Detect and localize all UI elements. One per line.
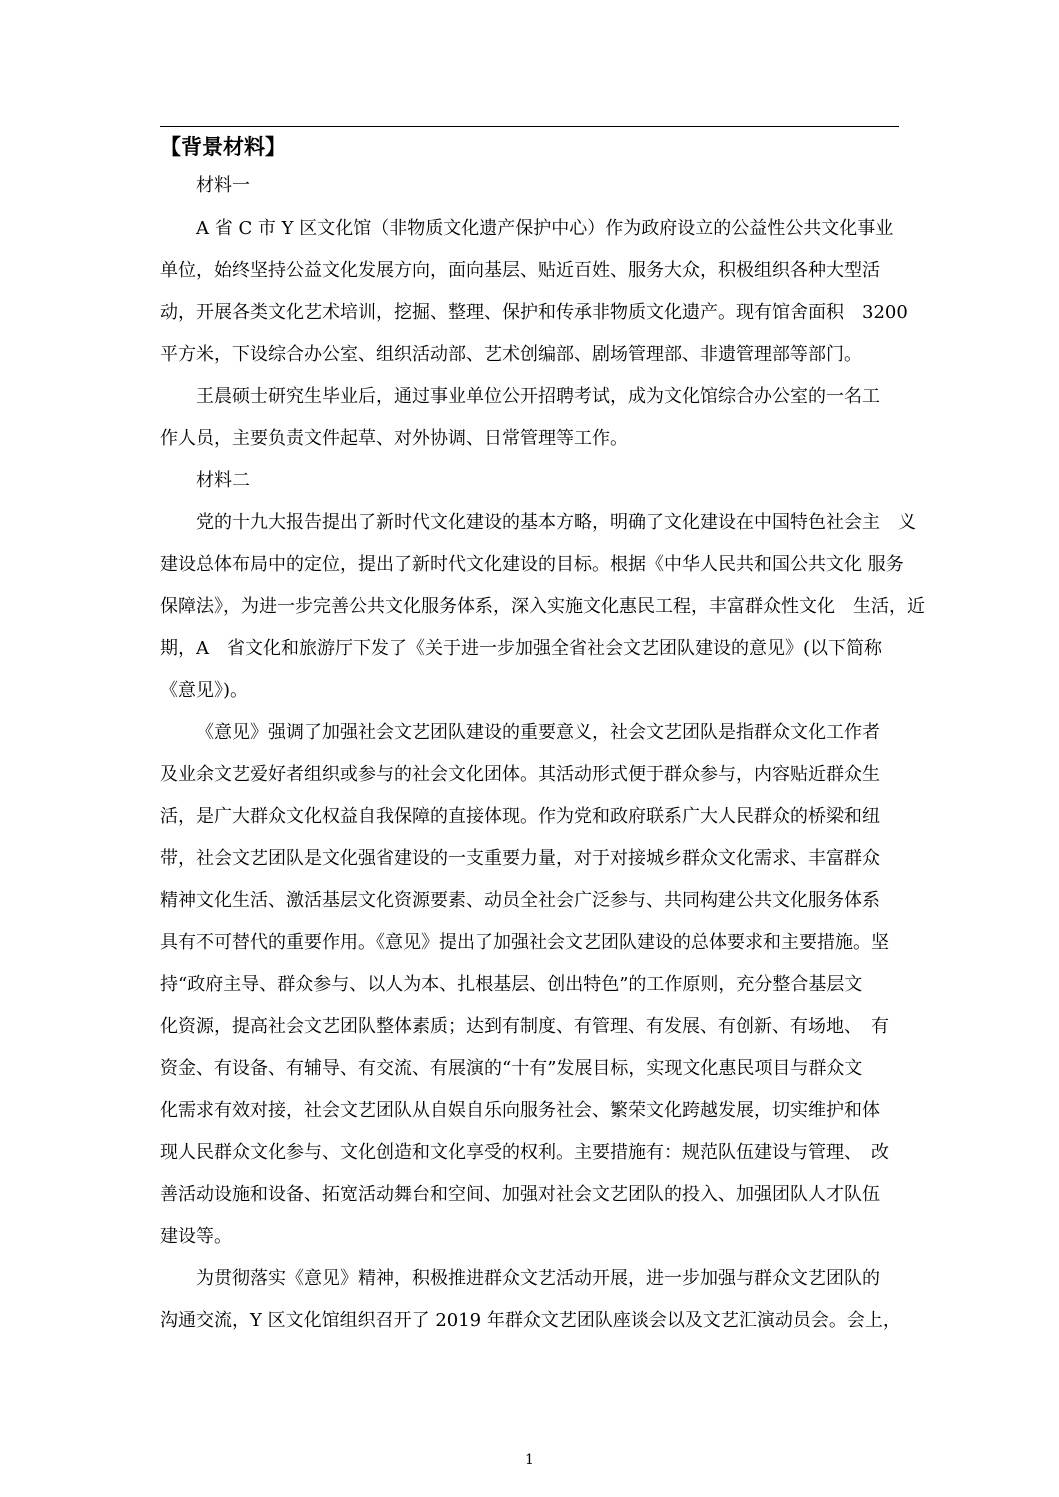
paragraph-line: 活，是广大群众文化权益自我保障的直接体现。作为党和政府联系广大人民群众的桥梁和纽 xyxy=(160,806,880,827)
paragraph-line: 化资源，提高社会文艺团队整体素质；达到有制度、有管理、有发展、有创新、有场地、 有 xyxy=(160,1016,889,1037)
paragraph-line: 平方米，下设综合办公室、组织活动部、艺术创编部、剧场管理部、非遗管理部等部门。 xyxy=(160,344,862,365)
paragraph-line: 建设总体布局中的定位，提出了新时代文化建设的目标。根据《中华人民共和国公共文化 服务 xyxy=(160,554,904,575)
paragraph-line: A 省 C 市 Y 区文化馆（非物质文化遗产保护中心）作为政府设立的公益性公共文化事业 xyxy=(196,218,894,239)
paragraph-line: 动，开展各类文化艺术培训，挖掘、整理、保护和传承非物质文化遗产。现有馆舍面积 3200 xyxy=(160,302,908,323)
paragraph-line: 材料二 xyxy=(196,470,250,491)
header-rule xyxy=(160,126,899,127)
paragraph-line: 建设等。 xyxy=(160,1226,232,1247)
page-number: 1 xyxy=(525,1452,534,1468)
paragraph-line: 善活动设施和设备、拓宽活动舞台和空间、加强对社会文艺团队的投入、加强团队人才队伍 xyxy=(160,1184,880,1205)
paragraph-line: 单位，始终坚持公益文化发展方向，面向基层、贴近百姓、服务大众，积极组织各种大型活 xyxy=(160,260,880,281)
paragraph-line: 带，社会文艺团队是文化强省建设的一支重要力量，对于对接城乡群众文化需求、丰富群众 xyxy=(160,848,880,869)
paragraph-line: 材料一 xyxy=(196,175,250,196)
paragraph-line: 及业余文艺爱好者组织或参与的社会文化团体。其活动形式便于群众参与，内容贴近群众生 xyxy=(160,764,880,785)
paragraph-line: 为贯彻落实《意见》精神，积极推进群众文艺活动开展，进一步加强与群众文艺团队的 xyxy=(196,1268,880,1289)
paragraph-line: 具有不可替代的重要作用。《意见》提出了加强社会文艺团队建设的总体要求和主要措施。坚 xyxy=(160,932,889,953)
paragraph-line: 沟通交流，Y 区文化馆组织召开了 2019 年群众文艺团队座谈会以及文艺汇演动员会。会上， xyxy=(160,1310,901,1331)
paragraph-line: 持“政府主导、群众参与、以人为本、扎根基层、创出特色”的工作原则，充分整合基层文 xyxy=(160,974,863,995)
paragraph-line: 期，A 省文化和旅游厅下发了《关于进一步加强全省社会文艺团队建设的意见》(以下简称 xyxy=(160,638,883,659)
paragraph-line: 作人员，主要负责文件起草、对外协调、日常管理等工作。 xyxy=(160,428,628,449)
paragraph-line: 资金、有设备、有辅导、有交流、有展演的“十有”发展目标，实现文化惠民项目与群众文 xyxy=(160,1058,863,1079)
paragraph-line: 保障法》，为进一步完善公共文化服务体系，深入实施文化惠民工程，丰富群众性文化 生活，近 xyxy=(160,596,925,617)
section-heading: 【背景材料】 xyxy=(160,135,286,159)
paragraph-line: 党的十九大报告提出了新时代文化建设的基本方略，明确了文化建设在中国特色社会主 义 xyxy=(196,512,916,533)
paragraph-line: 化需求有效对接，社会文艺团队从自娱自乐向服务社会、繁荣文化跨越发展，切实维护和体 xyxy=(160,1100,880,1121)
paragraph-line: 《意见》强调了加强社会文艺团队建设的重要意义，社会文艺团队是指群众文化工作者 xyxy=(196,722,880,743)
paragraph-line: 《意见》)。 xyxy=(160,680,249,701)
paragraph-line: 王晨硕士研究生毕业后，通过事业单位公开招聘考试，成为文化馆综合办公室的一名工 xyxy=(196,386,880,407)
paragraph-line: 精神文化生活、激活基层文化资源要素、动员全社会广泛参与、共同构建公共文化服务体系 xyxy=(160,890,880,911)
paragraph-line: 现人民群众文化参与、文化创造和文化享受的权利。主要措施有：规范队伍建设与管理、 改 xyxy=(160,1142,889,1163)
